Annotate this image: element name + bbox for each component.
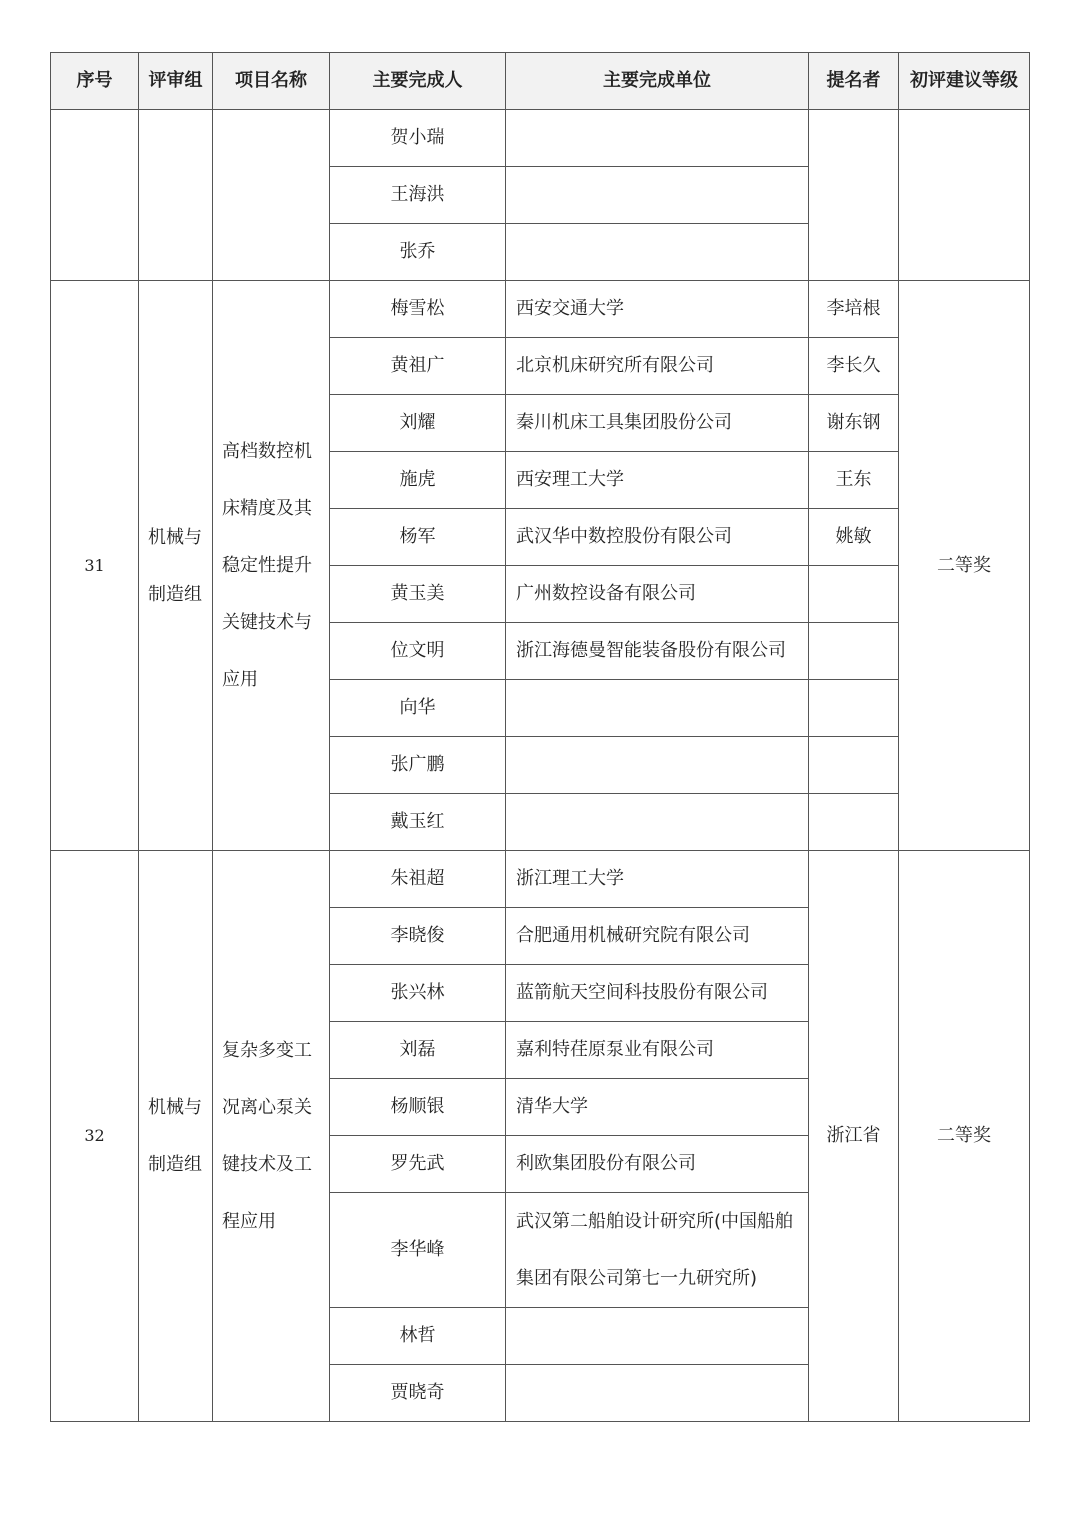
unit-line: 武汉第二船舶设计研究所(中国船舶 xyxy=(516,1211,794,1232)
project-name-line: 应用 xyxy=(222,669,258,690)
person-cell: 朱祖超 xyxy=(330,851,506,908)
unit-cell xyxy=(506,1308,809,1365)
table-row xyxy=(51,110,1030,167)
header-nominator: 提名者 xyxy=(809,53,899,110)
person-cell: 王海洪 xyxy=(330,167,506,224)
unit-cell: 利欧集团股份有限公司 xyxy=(506,1136,809,1193)
person-cell: 罗先武 xyxy=(330,1136,506,1193)
person-cell: 刘磊 xyxy=(330,1022,506,1079)
table-row xyxy=(51,851,1030,908)
unit-cell: 浙江海德曼智能装备股份有限公司 xyxy=(506,623,809,680)
nominator-cell xyxy=(809,623,899,680)
person-cell: 林哲 xyxy=(330,1308,506,1365)
unit-cell xyxy=(506,737,809,794)
unit-cell: 北京机床研究所有限公司 xyxy=(506,338,809,395)
unit-cell xyxy=(506,794,809,851)
unit-cell xyxy=(506,110,809,167)
unit-cell: 西安交通大学 xyxy=(506,281,809,338)
award-level: 二等奖 xyxy=(899,281,1030,851)
nominator-cell: 姚敏 xyxy=(809,509,899,566)
nominator-cell: 李长久 xyxy=(809,338,899,395)
unit-cell xyxy=(506,680,809,737)
table-row xyxy=(51,281,1030,338)
unit-cell: 秦川机床工具集团股份公司 xyxy=(506,395,809,452)
project-name xyxy=(213,851,330,1422)
review-group xyxy=(139,281,213,851)
unit-cell: 嘉利特荏原泵业有限公司 xyxy=(506,1022,809,1079)
person-cell: 张乔 xyxy=(330,224,506,281)
review-group xyxy=(139,851,213,1422)
unit-cell: 浙江理工大学 xyxy=(506,851,809,908)
project-name-line: 况离心泵关 xyxy=(222,1097,312,1118)
review-group-line: 制造组 xyxy=(148,1154,202,1175)
person-cell: 张广鹏 xyxy=(330,737,506,794)
person-cell: 位文明 xyxy=(330,623,506,680)
project-name-line: 程应用 xyxy=(222,1211,276,1232)
unit-line: 集团有限公司第七一九研究所) xyxy=(516,1268,758,1289)
project-name-line: 关键技术与 xyxy=(222,612,312,633)
unit-cell xyxy=(506,167,809,224)
person-cell: 刘耀 xyxy=(330,395,506,452)
project-name-line: 床精度及其 xyxy=(222,498,312,519)
cont-group-cell xyxy=(139,110,213,281)
nominator-cell: 浙江省 xyxy=(809,851,899,1422)
project-name-line: 键技术及工 xyxy=(222,1154,312,1175)
project-no: 31 xyxy=(51,281,139,851)
header-level: 初评建议等级 xyxy=(899,53,1030,110)
project-name-line: 复杂多变工 xyxy=(222,1040,312,1061)
header-group: 评审组 xyxy=(139,53,213,110)
project-name xyxy=(213,281,330,851)
person-cell: 黄祖广 xyxy=(330,338,506,395)
nominator-cell xyxy=(809,680,899,737)
review-group-line: 机械与 xyxy=(148,526,202,548)
review-group-line: 制造组 xyxy=(148,583,202,605)
person-cell: 黄玉美 xyxy=(330,566,506,623)
person-cell: 李晓俊 xyxy=(330,908,506,965)
person-cell: 向华 xyxy=(330,680,506,737)
nominator-cell xyxy=(809,566,899,623)
person-cell: 张兴林 xyxy=(330,965,506,1022)
header-units: 主要完成单位 xyxy=(506,53,809,110)
unit-cell xyxy=(506,1365,809,1422)
award-level: 二等奖 xyxy=(899,851,1030,1422)
person-cell: 杨军 xyxy=(330,509,506,566)
nominator-cell xyxy=(809,794,899,851)
unit-cell: 清华大学 xyxy=(506,1079,809,1136)
person-cell: 杨顺银 xyxy=(330,1079,506,1136)
person-cell: 戴玉红 xyxy=(330,794,506,851)
cont-no-cell xyxy=(51,110,139,281)
project-name-line: 稳定性提升 xyxy=(222,555,312,576)
person-cell: 李华峰 xyxy=(330,1193,506,1308)
person-cell: 贾晓奇 xyxy=(330,1365,506,1422)
nominator-cell: 李培根 xyxy=(809,281,899,338)
awards-table xyxy=(50,52,1030,1422)
unit-cell: 合肥通用机械研究院有限公司 xyxy=(506,908,809,965)
header-row xyxy=(51,53,1030,110)
nominator-cell xyxy=(809,737,899,794)
nominator-cell: 王东 xyxy=(809,452,899,509)
nominator-cell: 谢东钢 xyxy=(809,395,899,452)
unit-cell xyxy=(506,1193,809,1308)
cont-level-cell xyxy=(899,110,1030,281)
header-no: 序号 xyxy=(51,53,139,110)
project-no: 32 xyxy=(51,851,139,1422)
unit-cell: 西安理工大学 xyxy=(506,452,809,509)
person-cell: 梅雪松 xyxy=(330,281,506,338)
cont-nominator-cell xyxy=(809,110,899,281)
project-name-line: 高档数控机 xyxy=(222,441,312,462)
person-cell: 施虎 xyxy=(330,452,506,509)
header-project: 项目名称 xyxy=(213,53,330,110)
person-cell: 贺小瑞 xyxy=(330,110,506,167)
unit-cell: 武汉华中数控股份有限公司 xyxy=(506,509,809,566)
unit-cell: 广州数控设备有限公司 xyxy=(506,566,809,623)
unit-cell: 蓝箭航天空间科技股份有限公司 xyxy=(506,965,809,1022)
unit-cell xyxy=(506,224,809,281)
header-persons: 主要完成人 xyxy=(330,53,506,110)
cont-project-cell xyxy=(213,110,330,281)
review-group-line: 机械与 xyxy=(148,1097,202,1118)
